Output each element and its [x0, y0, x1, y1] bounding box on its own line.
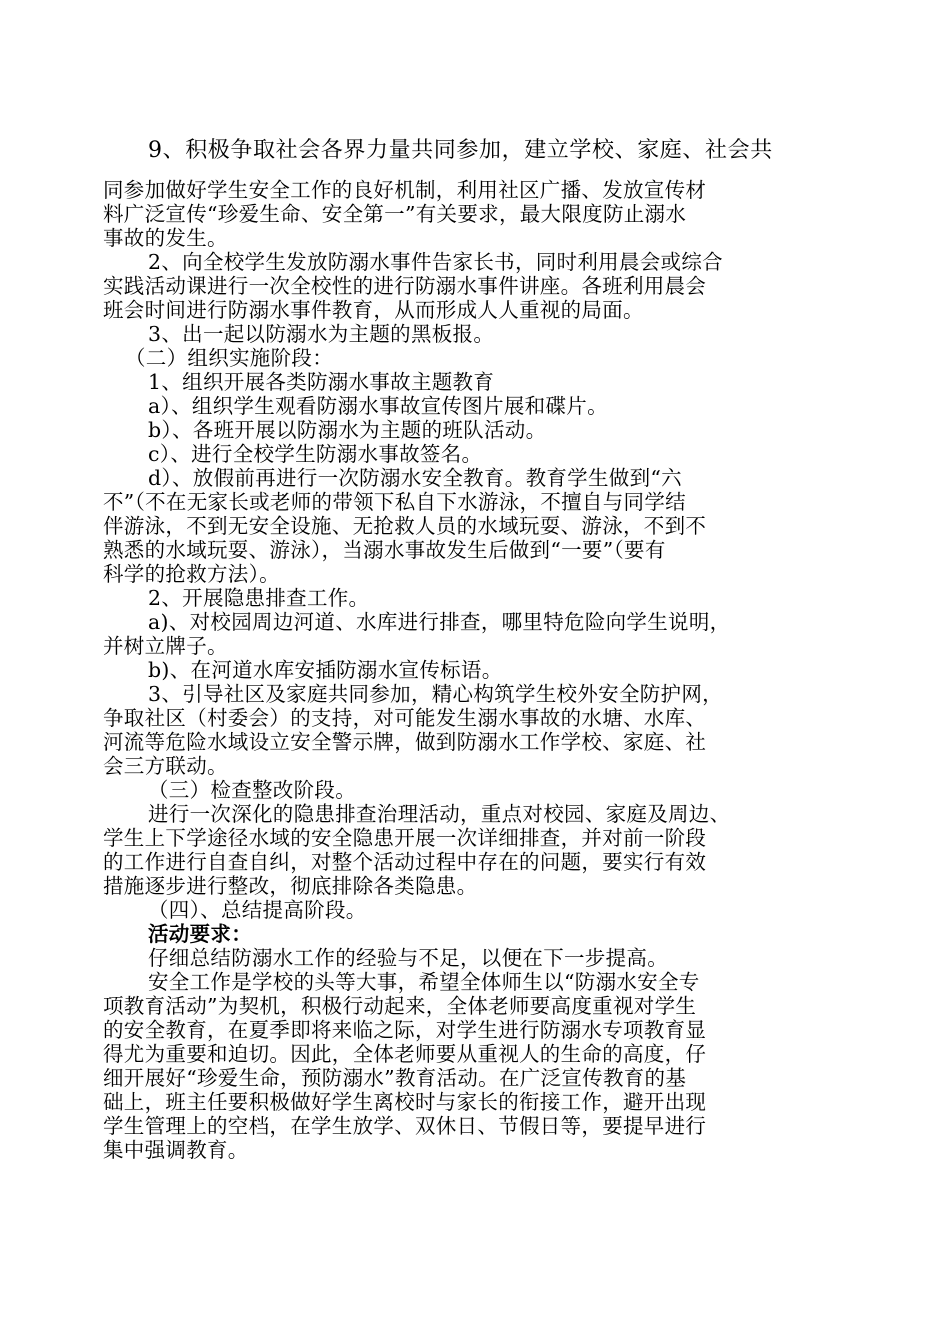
- text-line: 实践活动课进行一次全校性的进行防溺水事件讲座。各班利用晨会: [103, 274, 707, 298]
- text-line: 学生上下学途径水域的安全隐患开展一次详细排查，并对前一阶段: [103, 826, 707, 850]
- text-line: d）、放假前再进行一次防溺水安全教育。教育学生做到“六: [148, 466, 682, 490]
- text-line: 措施逐步进行整改，彻底排除各类隐患。: [103, 874, 478, 898]
- text-line: a）、组织学生观看防溺水事故宣传图片展和碟片。: [148, 394, 608, 418]
- text-line: 并树立牌子。: [103, 634, 228, 658]
- text-line: 安全工作是学校的头等大事，希望全体师生以“防溺水安全专: [148, 970, 700, 994]
- text-line: 仔细总结防溺水工作的经验与不足，以便在下一步提高。: [148, 946, 668, 970]
- text-line: 得尤为重要和迫切。因此，全体老师要从重视人的生命的高度，仔: [103, 1042, 707, 1066]
- text-line: a)、对校园周边河道、水库进行排查，哪里特危险向学生说明，: [148, 610, 731, 634]
- text-line: 熟悉的水域玩耍、游泳），当溺水事故发生后做到“一要”（要有: [103, 538, 666, 562]
- text-line: 的安全教育，在夏季即将来临之际，对学生进行防溺水专项教育显: [103, 1018, 707, 1042]
- requirements-heading: 活动要求：: [148, 922, 252, 946]
- text-line: 1、组织开展各类防溺水事故主题教育: [148, 370, 495, 394]
- text-line: 集中强调教育。: [103, 1138, 249, 1162]
- text-line: 3、引导社区及家庭共同参加，精心构筑学生校外安全防护网，: [148, 682, 723, 706]
- text-line: 进行一次深化的隐患排查治理活动，重点对校园、家庭及周边、: [148, 802, 731, 826]
- text-line: b）、各班开展以防溺水为主题的班队活动。: [148, 418, 547, 442]
- text-line: 2、开展隐患排查工作。: [148, 586, 370, 610]
- text-line: 项教育活动”为契机，积极行动起来，全体老师要高度重视对学生: [103, 994, 697, 1018]
- section-heading: （三）检查整改阶段。: [148, 778, 356, 802]
- text-line: 争取社区（村委会）的支持，对可能发生溺水事故的水塘、水库、: [103, 706, 707, 730]
- text-line: 料广泛宣传“珍爱生命、安全第一”有关要求，最大限度防止溺水: [103, 202, 687, 226]
- text-line: 伴游泳，不到无安全设施、无抢救人员的水域玩耍、游泳，不到不: [103, 514, 707, 538]
- section-heading: （四）、总结提高阶段。: [148, 898, 367, 922]
- text-line: 9、积极争取社会各界力量共同参加，建立学校、家庭、社会共: [148, 138, 773, 163]
- text-line: 的工作进行自查自纠，对整个活动过程中存在的问题，要实行有效: [103, 850, 707, 874]
- text-line: b)、在河道水库安插防溺水宣传标语。: [148, 658, 503, 682]
- text-line: 细开展好“珍爱生命，预防溺水”教育活动。在广泛宣传教育的基: [103, 1066, 687, 1090]
- text-line: 不”（不在无家长或老师的带领下私自下水游泳，不擅自与同学结: [103, 490, 686, 514]
- text-line: 3、出一起以防溺水为主题的黑板报。: [148, 322, 495, 346]
- text-line: 同参加做好学生安全工作的良好机制，利用社区广播、发放宣传材: [103, 178, 707, 202]
- text-line: 会三方联动。: [103, 754, 228, 778]
- text-line: 础上，班主任要积极做好学生离校时与家长的衔接工作，避开出现: [103, 1090, 707, 1114]
- text-line: 班会时间进行防溺水事件教育，从而形成人人重视的局面。: [103, 298, 644, 322]
- section-heading: （二）组织实施阶段：: [125, 346, 333, 370]
- text-line: c）、进行全校学生防溺水事故签名。: [148, 442, 483, 466]
- text-line: 2、向全校学生发放防溺水事件告家长书，同时利用晨会或综合: [148, 250, 723, 274]
- text-line: 学生管理上的空档，在学生放学、双休日、节假日等，要提早进行: [103, 1114, 707, 1138]
- text-line: 事故的发生。: [103, 226, 228, 250]
- text-line: 科学的抢救方法）。: [103, 562, 280, 586]
- text-line: 河流等危险水域设立安全警示牌，做到防溺水工作学校、家庭、社: [103, 730, 707, 754]
